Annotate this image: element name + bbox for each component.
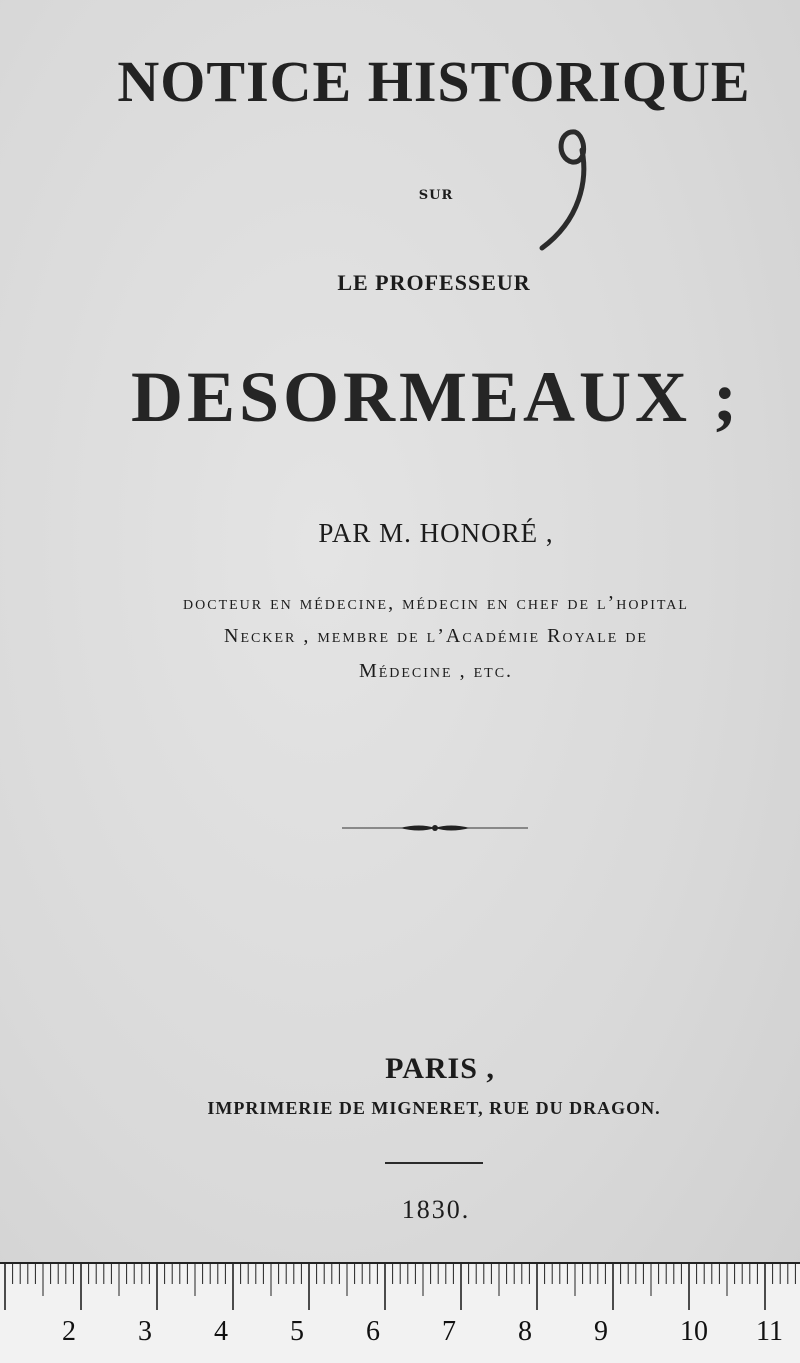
credential-line-3: Médecine , etc. — [358, 660, 514, 682]
subtitle-sur: SUR — [418, 188, 454, 203]
divider-rule — [385, 1162, 483, 1164]
subject-name: DESORMEAUX ; — [130, 357, 741, 437]
ruler-label-7: 7 — [442, 1316, 456, 1347]
credential-line-1: docteur en médecine, médecin en chef de l’hopital — [183, 592, 689, 614]
ornamental-divider — [340, 818, 530, 838]
subtitle-le-professeur: LE PROFESSEUR — [337, 270, 531, 295]
ruler-label-4: 4 — [214, 1316, 228, 1347]
title: NOTICE HISTORIQUE — [117, 49, 751, 114]
ruler-label-3: 3 — [138, 1316, 152, 1347]
author-line: PAR M. HONORÉ , — [318, 518, 554, 548]
measuring-ruler — [0, 1262, 800, 1363]
publication-year: 1830. — [401, 1195, 471, 1224]
publication-city: PARIS , — [385, 1052, 495, 1085]
ruler-label-5: 5 — [290, 1316, 304, 1347]
ruler-label-11: 11 — [756, 1316, 783, 1347]
ruler-label-10: 10 — [680, 1316, 708, 1347]
ruler-label-6: 6 — [366, 1316, 380, 1347]
ruler-ticks — [0, 1264, 800, 1363]
ruler-label-9: 9 — [594, 1316, 608, 1347]
ruler-label-8: 8 — [518, 1316, 532, 1347]
printer-line: IMPRIMERIE DE MIGNERET, RUE DU DRAGON. — [207, 1098, 661, 1118]
credential-line-2: Necker , membre de l’Académie Royale de — [224, 625, 648, 647]
ruler-label-2: 2 — [62, 1316, 76, 1347]
